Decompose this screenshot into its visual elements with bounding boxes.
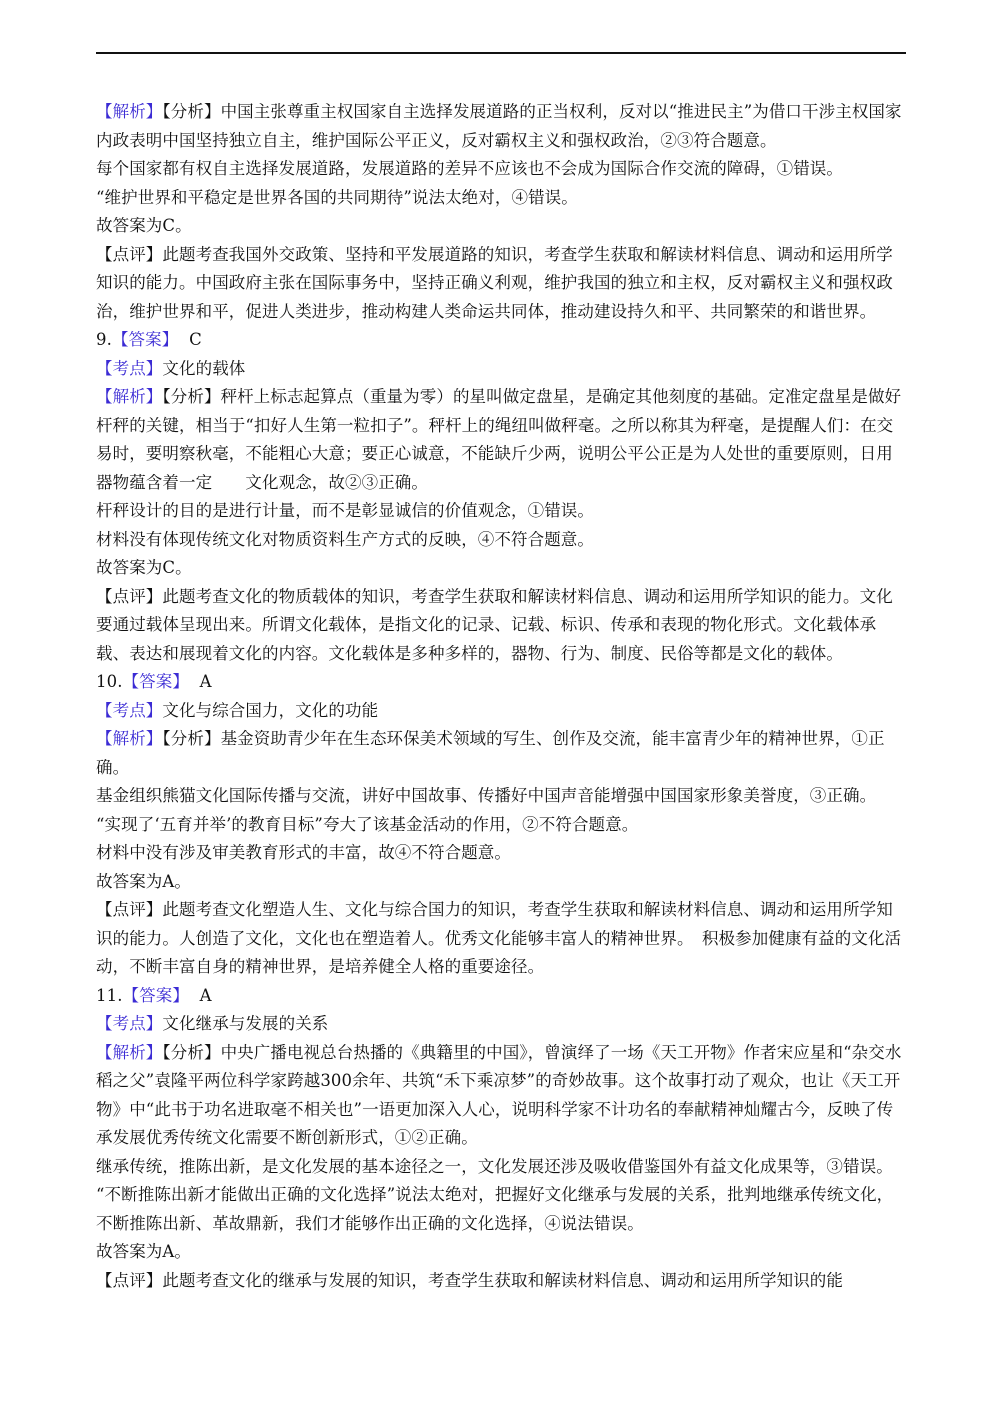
fenxi-label: 【分析】 bbox=[162, 102, 221, 121]
kaodian-label: 【考点】 bbox=[96, 1014, 163, 1033]
q11-comment-text: 此题考查文化的继承与发展的知识，考查学生获取和解读材料信息、调动和运用所学知识的能 bbox=[162, 1270, 844, 1290]
analysis-label: 【解析】 bbox=[96, 387, 163, 406]
q10-kaodian bbox=[96, 697, 906, 726]
q11-analysis bbox=[96, 1039, 906, 1153]
q9-analysis-text: 秤杆上标志起算点（重量为零）的星叫做定盘星，是确定其他刻度的基础。定准定盘星是做好杆秤的关键，相当于“扣好人生第一粒扣子”。秤杆上的绳纽叫做秤毫。之所以称其为秤毫，是提醒人们：在交易时，要明察秋毫，不能粗心大意；要正心诚意，不能缺斤少两，说明公平公正是为人处世的重要原则，日用器物蕴含着一定 文化观念，故②③正确。 bbox=[96, 387, 902, 492]
q11-kaodian bbox=[96, 1010, 906, 1039]
q10-answer: A bbox=[199, 672, 212, 691]
q11-answer-row bbox=[96, 982, 906, 1011]
q10-line3: “实现了‘五育并举’的教育目标”夸大了该基金活动的作用，②不符合题意。 bbox=[96, 814, 639, 834]
q10-answer-row bbox=[96, 668, 906, 697]
q10-analysis-text: 基金资助青少年在生态环保美术领域的写生、创作及交流，能丰富青少年的精神世界，①正确。 bbox=[96, 729, 885, 777]
q9-answer: C bbox=[189, 330, 202, 349]
comment-label: 【点评】 bbox=[96, 900, 163, 919]
header-rule bbox=[96, 52, 906, 54]
q9-answer-row bbox=[96, 326, 906, 355]
q11-kaodian-text: 文化继承与发展的关系 bbox=[162, 1014, 329, 1033]
answer-label: 【答案】 bbox=[122, 672, 189, 691]
q9-answer-line: 故答案为C。 bbox=[96, 558, 192, 577]
q11-analysis-text: 中央广播电视总台热播的《典籍里的中国》，曾演绎了一场《天工开物》作者宋应星和“杂交水稻之父”袁隆平两位科学家跨越300余年、共筑“禾下乘凉梦”的奇妙故事。这个故事打动了观众，也让《天工开物》中“此书于功名进取毫不相关也”一语更加深入人心，说明科学家不计功名的奉献精神灿耀古今，反映了传承发展优秀传统文化需要不断创新形式，①②正确。 bbox=[96, 1042, 902, 1147]
q8-comment bbox=[96, 241, 906, 327]
answer-label: 【答案】 bbox=[111, 330, 179, 349]
q10-comment-text: 此题考查文化塑造人生、文化与综合国力的知识，考查学生获取和解读材料信息、调动和运用所学知识的能力。人创造了文化，文化也在塑造着人。优秀文化能够丰富人的精神世界。 积极参加健康有益的文化活动，不断丰富自身的精神世界，是培养健全人格的重要途径。 bbox=[96, 900, 902, 976]
kaodian-label: 【考点】 bbox=[96, 700, 163, 720]
q11-comment bbox=[96, 1267, 906, 1296]
q11-answer: A bbox=[199, 985, 212, 1005]
q8-line2: 每个国家都有权自主选择发展道路，发展道路的差异不应该也不会成为国际合作交流的障碍，①错误。 bbox=[96, 159, 843, 178]
analysis-label: 【解析】 bbox=[96, 1042, 163, 1062]
q11-number: 11. bbox=[96, 985, 123, 1005]
q8-comment-text: 此题考查我国外交政策、坚持和平发展道路的知识，考查学生获取和解读材料信息、调动和运用所学知识的能力。中国政府主张在国际事务中，坚持正确义利观，维护我国的独立和主权，反对霸权主义和强权政治，维护世界和平，促进人类进步，推动构建人类命运共同体，推动建设持久和平、共同繁荣的和谐世界。 bbox=[96, 244, 893, 321]
fenxi-label: 【分析】 bbox=[162, 387, 221, 406]
q8-analysis bbox=[96, 98, 906, 155]
q11-line3: “不断推陈出新才能做出正确的文化选择”说法太绝对，把握好文化继承与发展的关系，批判地继承传统文化，不断推陈出新、革故鼎新，我们才能够作出正确的文化选择，④说法错误。 bbox=[96, 1185, 894, 1233]
q10-line4: 材料中没有涉及审美教育形式的丰富，故④不符合题意。 bbox=[96, 843, 511, 862]
q8-answer-line: 故答案为C。 bbox=[96, 216, 192, 235]
q9-comment bbox=[96, 583, 906, 669]
q11-line2: 继承传统，推陈出新，是文化发展的基本途径之一，文化发展还涉及吸收借鉴国外有益文化成果等，③错误。 bbox=[96, 1156, 893, 1176]
q10-line2: 基金组织熊猫文化国际传播与交流，讲好中国故事、传播好中国声音能增强中国国家形象美誉度，③正确。 bbox=[96, 786, 877, 805]
q10-comment bbox=[96, 896, 906, 982]
q8-analysis-text: 中国主张尊重主权国家自主选择发展道路的正当权利，反对以“推进民主”为借口干涉主权国家内政表明中国坚持独立自主，维护国际公平正义，反对霸权主义和强权政治，②③符合题意。 bbox=[96, 102, 902, 150]
q10-answer-line: 故答案为A。 bbox=[96, 871, 192, 891]
q9-line3: 材料没有体现传统文化对物质资料生产方式的反映，④不符合题意。 bbox=[96, 529, 594, 549]
kaodian-label: 【考点】 bbox=[96, 358, 163, 378]
q10-kaodian-text: 文化与综合国力，文化的功能 bbox=[162, 700, 379, 720]
q9-number: 9. bbox=[96, 330, 112, 349]
q11-answer-line: 故答案为A。 bbox=[96, 1242, 192, 1261]
q10-number: 10. bbox=[96, 672, 123, 691]
comment-label: 【点评】 bbox=[96, 586, 163, 606]
q9-line2: 杆秤设计的目的是进行计量，而不是彰显诚信的价值观念，①错误。 bbox=[96, 501, 594, 520]
document-body bbox=[96, 98, 906, 1295]
q8-line3: “维护世界和平稳定是世界各国的共同期待”说法太绝对，④错误。 bbox=[96, 187, 578, 207]
comment-label: 【点评】 bbox=[96, 244, 163, 264]
q9-kaodian-text: 文化的载体 bbox=[162, 358, 246, 378]
q9-comment-text: 此题考查文化的物质载体的知识，考查学生获取和解读材料信息、调动和运用所学知识的能力。文化要通过载体呈现出来。所谓文化载体，是指文化的记录、记载、标识、传承和表现的物化形式。文化载体承载、表达和展现着文化的内容。文化载体是多种多样的，器物、行为、制度、民俗等都是文化的载体。 bbox=[96, 586, 893, 663]
comment-label: 【点评】 bbox=[96, 1270, 163, 1290]
fenxi-label: 【分析】 bbox=[162, 1042, 221, 1062]
analysis-label: 【解析】 bbox=[96, 102, 163, 121]
fenxi-label: 【分析】 bbox=[162, 729, 221, 748]
analysis-label: 【解析】 bbox=[96, 729, 163, 748]
q9-kaodian bbox=[96, 355, 906, 384]
q10-analysis bbox=[96, 725, 906, 782]
answer-label: 【答案】 bbox=[122, 985, 189, 1005]
q9-analysis bbox=[96, 383, 906, 497]
